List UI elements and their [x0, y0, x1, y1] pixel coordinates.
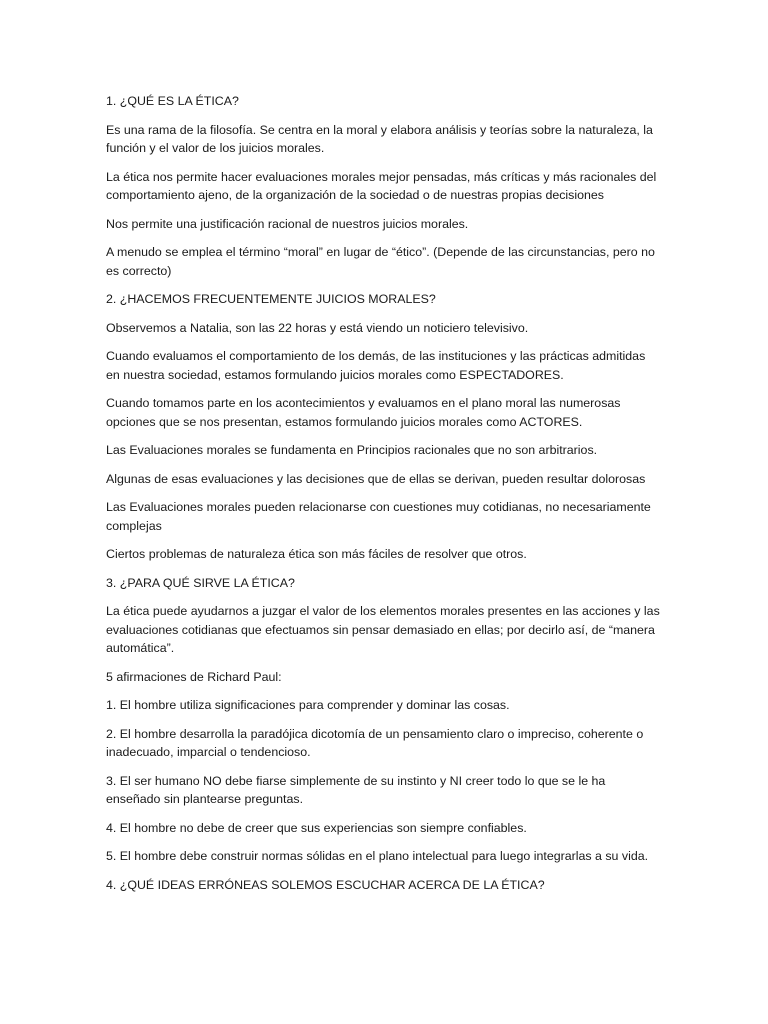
paragraph: Es una rama de la filosofía. Se centra en la moral y elabora análisis y teorías sobre la naturaleza, la función y el valor de los juicios morales.: [106, 122, 653, 155]
paragraph: Las Evaluaciones morales pueden relacionarse con cuestiones muy cotidianas, no necesariamente complejas: [106, 500, 651, 533]
section-heading-1: 1. ¿QUÉ ES LA ÉTICA?: [106, 94, 239, 108]
paragraph: Nos permite una justificación racional de nuestros juicios morales.: [106, 216, 469, 231]
paragraph: La ética puede ayudarnos a juzgar el valor de los elementos morales presentes en las acciones y las evaluaciones cotidianas que efectuamos sin pensar demasiado en ellas; por decirlo así, de “manera automática”.: [106, 604, 660, 655]
list-item: 5. El hombre debe construir normas sólidas en el plano intelectual para luego integrarlas a su vida.: [106, 849, 649, 863]
list-item: 3. El ser humano NO debe fiarse simplemente de su instinto y NI creer todo lo que se le ha enseñado sin plantearse preguntas.: [106, 773, 606, 806]
paragraph: Cuando tomamos parte en los acontecimientos y evaluamos en el plano moral las numerosas opciones que se nos presentan, estamos formulando juicios morales como ACTORES.: [106, 396, 621, 429]
paragraph: Cuando evaluamos el comportamiento de los demás, de las instituciones y las prácticas admitidas en nuestra sociedad, estamos formulando juicios morales como ESPECTADORES.: [106, 349, 646, 382]
section-heading-4: 4. ¿QUÉ IDEAS ERRÓNEAS SOLEMOS ESCUCHAR ACERCA DE LA ÉTICA?: [106, 877, 545, 892]
paragraph: Observemos a Natalia, son las 22 horas y está viendo un noticiero televisivo.: [106, 320, 529, 335]
paragraph: 5 afirmaciones de Richard Paul:: [106, 669, 282, 684]
section-heading-3: 3. ¿PARA QUÉ SIRVE LA ÉTICA?: [106, 575, 295, 590]
document-body: [106, 92, 662, 904]
section-heading-2: 2. ¿HACEMOS FRECUENTEMENTE JUICIOS MORALES?: [106, 292, 436, 306]
paragraph: Algunas de esas evaluaciones y las decisiones que de ellas se derivan, pueden resultar dolorosas: [106, 471, 646, 486]
list-item: 1. El hombre utiliza significaciones para comprender y dominar las cosas.: [106, 698, 510, 712]
list-item: 2. El hombre desarrolla la paradójica dicotomía de un pensamiento claro o impreciso, coherente o inadecuado, imparcial o tendencioso.: [106, 726, 644, 759]
paragraph: Ciertos problemas de naturaleza ética son más fáciles de resolver que otros.: [106, 547, 527, 561]
list-item: 4. El hombre no debe de creer que sus experiencias son siempre confiables.: [106, 820, 527, 835]
paragraph: La ética nos permite hacer evaluaciones morales mejor pensadas, más críticas y más racionales del comportamiento ajeno, de la organización de la sociedad o de nuestras propias decisiones: [106, 169, 657, 202]
paragraph: Las Evaluaciones morales se fundamenta en Principios racionales que no son arbitrarios.: [106, 443, 598, 457]
paragraph: A menudo se emplea el término “moral” en lugar de “ético”. (Depende de las circunstancias, pero no es correcto): [106, 245, 655, 278]
